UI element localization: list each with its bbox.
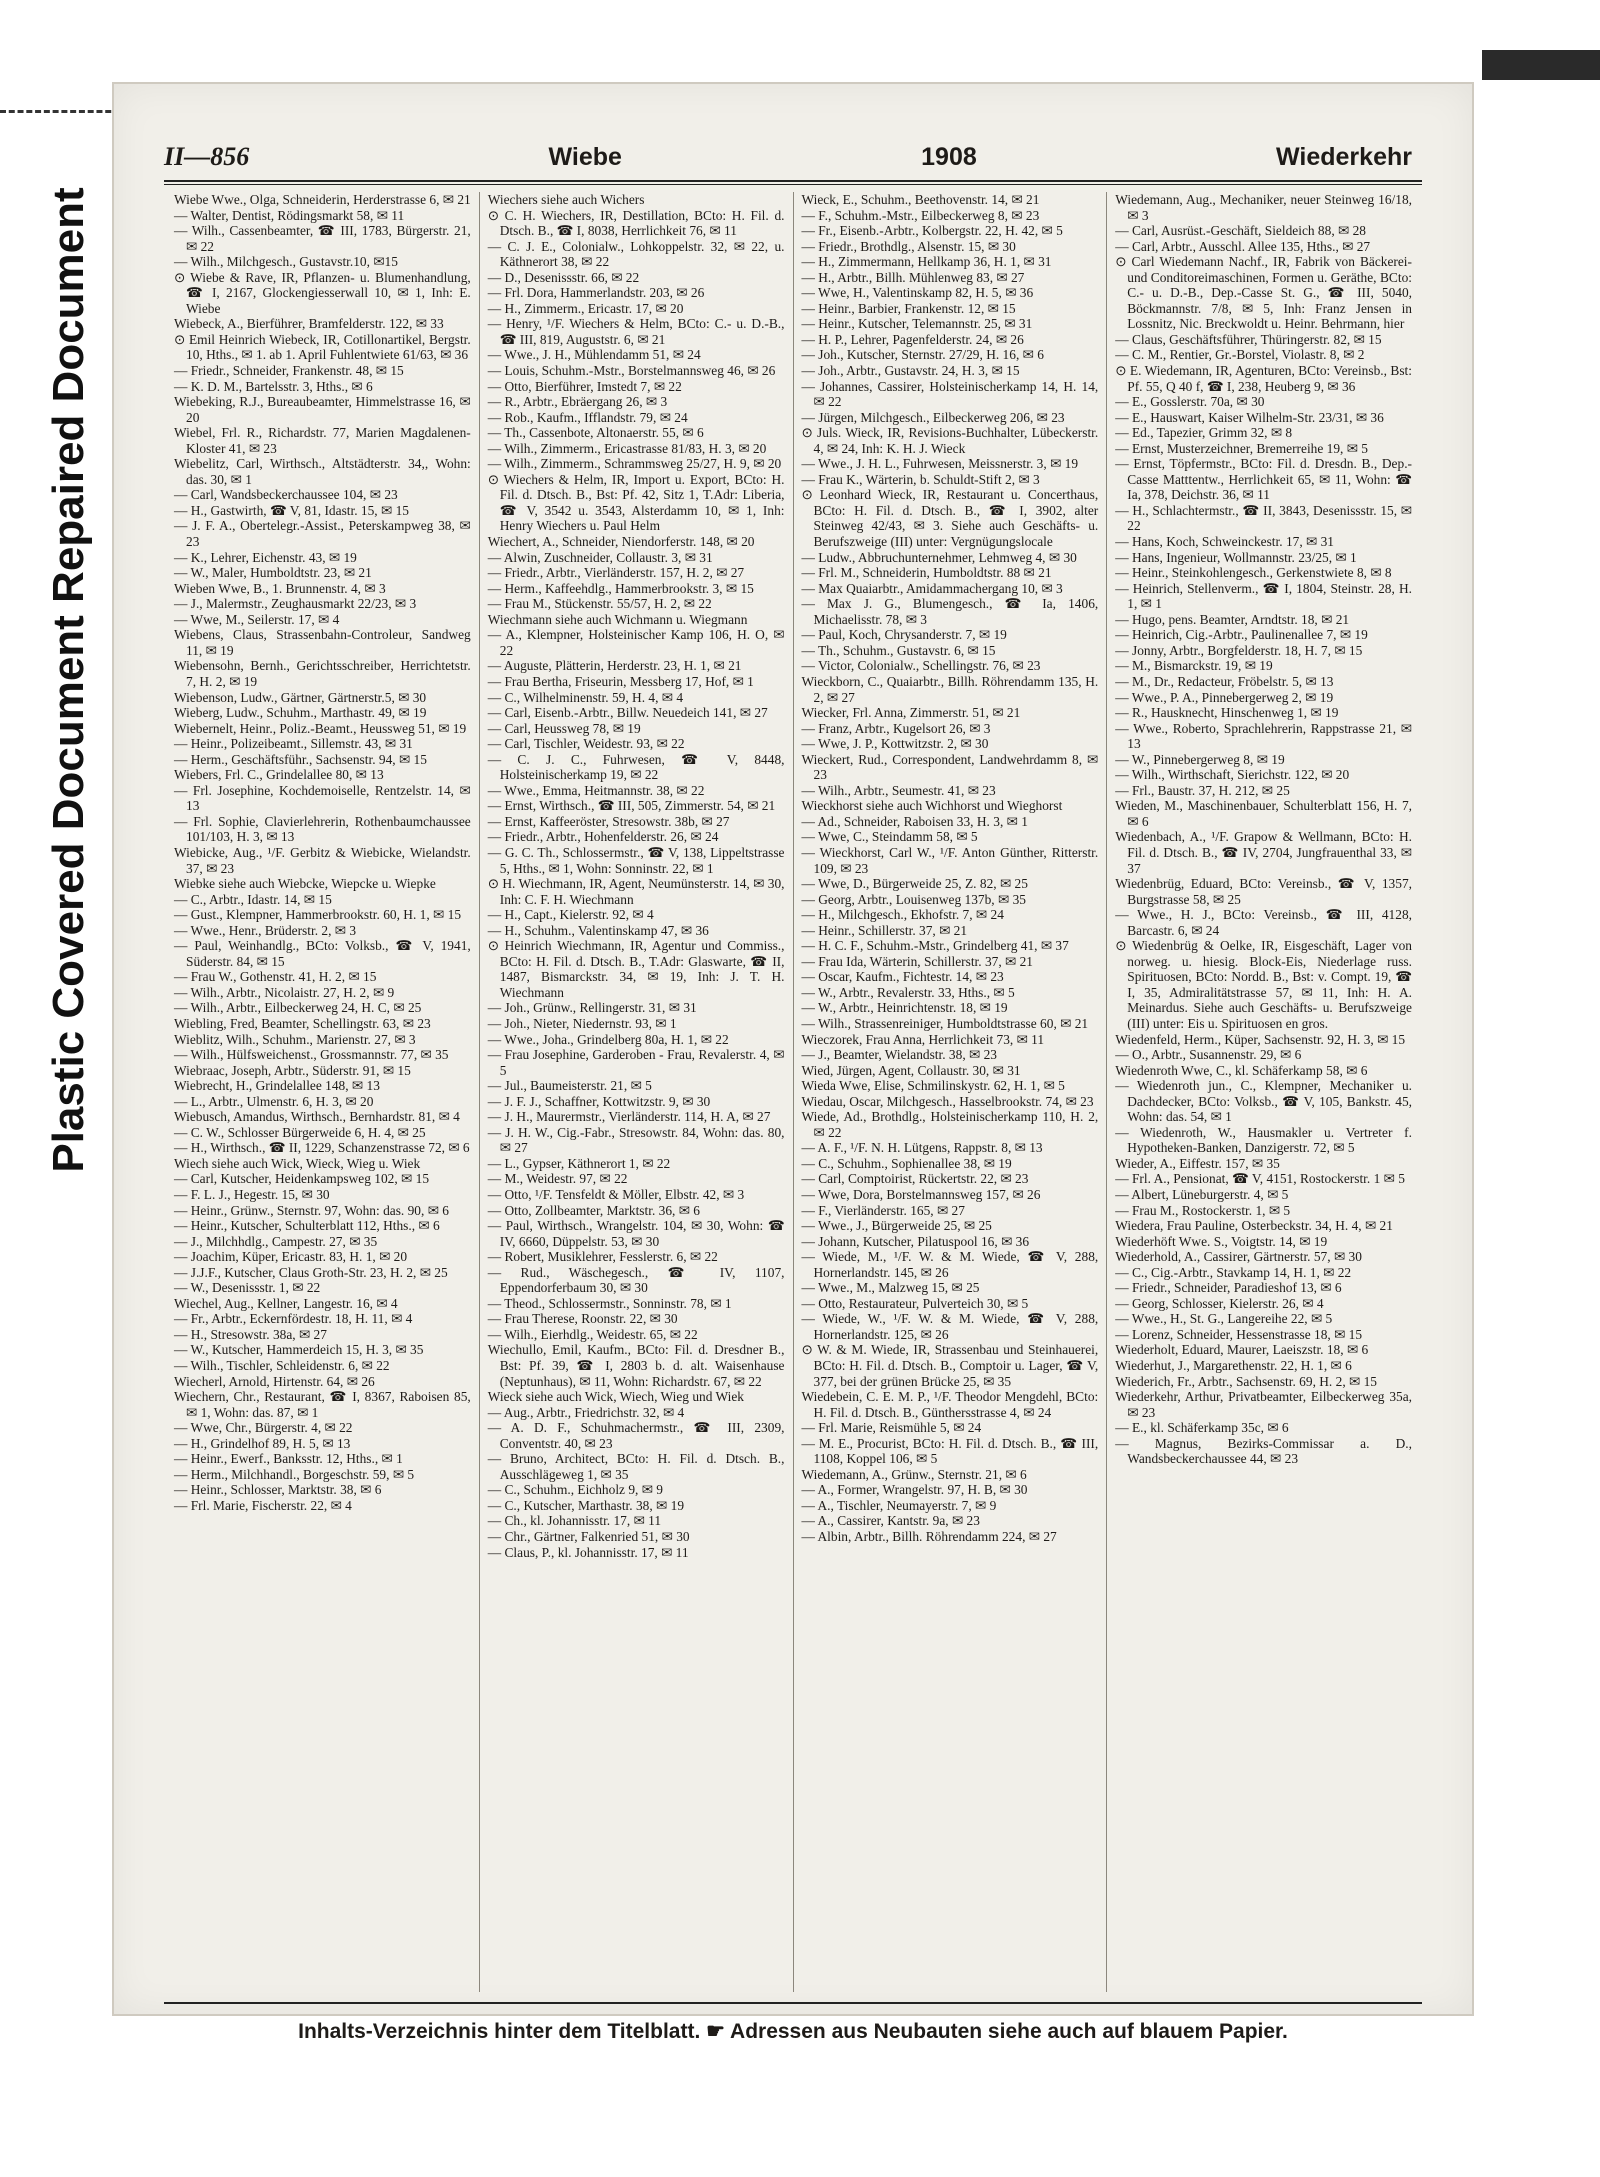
directory-entry: — Wwe, J. P., Kottwitzstr. 2, ✉ 30 [801,736,989,752]
directory-entry: — Jonny, Arbtr., Borgfelderstr. 18, H. 7, ✉ 15 [1115,642,1363,658]
directory-entry: — M., Weidestr. 97, ✉ 22 [487,1171,628,1187]
directory-entry: — Otto, ¹/F. Tensfeldt & Möller, Elbstr. 42, ✉ 3 [487,1187,745,1202]
directory-entry: — Rud., Wäschegesch., ☎ IV, 1107, Eppendorferbaum 30, ✉ 30 [487,1264,785,1296]
directory-entry: Wiederich, Fr., Arbtr., Sachsenstr. 69, H. 2, ✉ 15 [1115,1373,1377,1389]
directory-entry: — W., Desenissstr. 1, ✉ 22 [174,1280,321,1296]
directory-entry: — Aug., Arbtr., Friedrichstr. 32, ✉ 4 [487,1404,685,1420]
directory-entry: — Herm., Milchhandl., Borgeschstr. 59, ✉ 5 [174,1466,415,1482]
directory-entry: — Heinr., Polizeibeamt., Sillemstr. 43, ✉ 31 [174,736,413,752]
directory-entry: — Wwe., H. J., BCto: Vereinsb., ☎ III, 4128, Barcastr. 6, ✉ 24 [1115,907,1412,938]
directory-entry: — Wilh., Cassenbeamter, ☎ III, 1783, Bürgerstr. 21, ✉ 22 [174,223,471,254]
directory-entry: — Wwe, C., Steindamm 58, ✉ 5 [801,829,978,845]
directory-entry: — Heinr., Grünw., Sternstr. 97, Wohn: das. 90, ✉ 6 [174,1202,449,1218]
directory-entry: — Georg, Schlosser, Kielerstr. 26, ✉ 4 [1115,1295,1324,1311]
directory-entry: — Frl. Marie, Fischerstr. 22, ✉ 4 [174,1497,352,1513]
directory-entry: — J. F. J., Schaffner, Kottwitzstr. 9, ✉ 30 [487,1093,711,1109]
directory-entry: — Wilh., Zimmerm., Ericastrasse 81/83, H. 3, ✉ 20 [487,440,767,456]
directory-entry: — Walter, Dentist, Rödingsmarkt 58, ✉ 11 [174,207,405,223]
directory-entry: — Carl, Wandsbeckerchaussee 104, ✉ 23 [174,487,398,503]
directory-entry: — Wilh., Zimmerm., Schrammsweg 25/27, H. 9, ✉ 20 [487,456,782,472]
directory-entry: — Wwe., Emma, Heitmannstr. 38, ✉ 22 [487,782,705,798]
directory-entry: Wiebrecht, H., Grindelallee 148, ✉ 13 [174,1078,380,1094]
directory-entry: — H., Capt., Kielerstr. 92, ✉ 4 [487,907,654,923]
directory-entry: — C., Arbtr., Idastr. 14, ✉ 15 [174,891,332,907]
directory-entry: — Wwe, D., Bürgerweide 25, Z. 82, ✉ 25 [801,876,1028,892]
directory-entry: — Wilh., Hülfsweichenst., Grossmannstr. 77, ✉ 35 [174,1047,449,1063]
directory-entry: Wiechel, Aug., Kellner, Langestr. 16, ✉ 4 [174,1295,398,1311]
directory-entry: — Wwe, Chr., Bürgerstr. 4, ✉ 22 [174,1420,353,1436]
directory-entry: Wiebers, Frl. C., Grindelallee 80, ✉ 13 [174,767,384,783]
directory-entry: — C., Wilhelminenstr. 59, H. 4, ✉ 4 [487,689,684,705]
directory-entry: Wieck, E., Schuhm., Beethovenstr. 14, ✉ 21 [801,192,1040,207]
directory-entry: — J. F. A., Obertelegr.-Assist., Peterskampweg 38, ✉ 23 [174,518,471,550]
directory-entry: — Wwe., J., Bürgerweide 25, ✉ 25 [801,1218,992,1234]
directory-entry: — Herm., Geschäftsführ., Sachsenstr. 94, ✉ 15 [174,751,427,767]
directory-entry: — H. C. F., Schuhm.-Mstr., Grindelberg 41, ✉ 37 [801,938,1069,954]
directory-entry: — Ludw., Abbruchunternehmer, Lehmweg 4, ✉ 30 [801,549,1077,565]
directory-entry: — Wilh., Strassenreiniger, Humboldtstrasse 60, ✉ 21 [801,1015,1089,1031]
directory-entry: — Carl, Heussweg 78, ✉ 19 [487,720,641,736]
directory-entry: — Heinr., Ewerf., Banksstr. 12, Hths., ✉ 1 [174,1451,403,1467]
directory-entry: — A., Klempner, Holsteinischer Kamp 106, H. O, ✉ 22 [487,627,785,658]
directory-entry: — F., Vierländerstr. 165, ✉ 27 [801,1202,965,1218]
directory-entry: — Heinr., Barbier, Frankenstr. 12, ✉ 15 [801,300,1016,316]
directory-columns [166,192,1420,1992]
header-left: Wiebe [548,143,622,171]
directory-entry: — Carl, Kutscher, Heidenkampsweg 102, ✉ 15 [174,1171,430,1187]
directory-entry: Wiedenroth Wwe, C., kl. Schäferkamp 58, ✉ 6 [1115,1062,1368,1078]
directory-entry: — J. H. W., Cig.-Fabr., Stresowstr. 84, Wohn: das. 80, ✉ 27 [487,1124,785,1156]
directory-entry: — Wwe, M., Seilerstr. 17, ✉ 4 [174,611,340,627]
directory-entry: — E., Hauswart, Kaiser Wilhelm-Str. 23/31, ✉ 36 [1115,409,1384,425]
directory-entry: — Jul., Baumeisterstr. 21, ✉ 5 [487,1078,652,1094]
directory-entry: — H. P., Lehrer, Pagenfelderstr. 24, ✉ 26 [801,331,1024,347]
directory-entry: — Frl. M., Schneiderin, Humboldtstr. 88 ✉ 21 [801,565,1052,581]
directory-entry: Wiebenson, Ludw., Gärtner, Gärtnerstr.5, ✉ 30 [174,689,427,705]
directory-entry: — Wwe., M., Malzweg 15, ✉ 25 [801,1280,980,1296]
directory-entry: Wieberg, Ludw., Schuhm., Marthastr. 49, ✉ 19 [174,705,427,721]
directory-entry: — D., Desenissstr. 66, ✉ 22 [487,269,640,285]
directory-entry: Wiedenfeld, Herm., Küper, Sachsenstr. 92, H. 3, ✉ 15 [1115,1031,1406,1047]
column-2 [480,192,794,1992]
directory-entry: — J.J.F., Kutscher, Claus Groth-Str. 23, H. 2, ✉ 25 [174,1264,448,1280]
directory-entry: — Wilh., Wirthschaft, Sierichstr. 122, ✉ 20 [1115,767,1350,783]
directory-entry: Wieczorek, Frau Anna, Herrlichkeit 73, ✉ 11 [801,1031,1045,1047]
directory-entry: — H., Schuhm., Valentinskamp 47, ✉ 36 [487,922,709,938]
directory-entry: — Friedr., Arbtr., Vierländerstr. 157, H. 2, ✉ 27 [487,565,745,581]
directory-entry: — C. J. E., Colonialw., Lohkoppelstr. 32, ✉ 22, u. Käthnerort 38, ✉ 22 [487,238,785,270]
directory-entry: — Friedr., Brothdlg., Alsenstr. 15, ✉ 30 [801,238,1016,254]
directory-entry: — Ernst, Musterzeichner, Bremerreihe 19, ✉ 5 [1115,440,1368,456]
directory-entry: — Wwe., P. A., Pinnebergerweg 2, ✉ 19 [1115,689,1334,705]
directory-entry: — J., Beamter, Wielandstr. 38, ✉ 23 [801,1047,997,1063]
directory-entry: — W., Kutscher, Hammerdeich 15, H. 3, ✉ 35 [174,1342,424,1358]
directory-entry: — Ernst, Kaffeeröster, Stresowstr. 38b, ✉ 27 [487,813,730,829]
corner-block [1482,50,1600,80]
directory-entry: — Joh., Grünw., Rellingerstr. 31, ✉ 31 [487,1000,697,1016]
directory-entry: — W., Pinnebergerweg 8, ✉ 19 [1115,751,1285,767]
directory-entry: — Wilh., Eierhdlg., Weidestr. 65, ✉ 22 [487,1326,698,1342]
directory-entry: Wiedemann, Aug., Mechaniker, neuer Steinweg 16/18, ✉ 3 [1115,192,1412,223]
directory-entry: — H., Zimmerm., Ericastr. 17, ✉ 20 [487,300,684,316]
directory-entry: — Frl. A., Pensionat, ☎ V, 4151, Rostockerstr. 1 ✉ 5 [1115,1171,1405,1187]
directory-entry: — H., Milchgesch., Ekhofstr. 7, ✉ 24 [801,907,1004,923]
directory-entry: — F., Schuhm.-Mstr., Eilbeckerweg 8, ✉ 23 [801,207,1040,223]
directory-entry: — Ernst, Töpfermstr., BCto: Fil. d. Dresdn. B., Dep.-Casse Matttentw., Herrlichkeit 65, ✉ 11, Wohn: ☎ Ia, 378, Deichstr. 36, ✉ 11 [1115,456,1412,503]
directory-entry: — Wwe., Joha., Grindelberg 80a, H. 1, ✉ 22 [487,1031,729,1047]
directory-entry: — Johann, Kutscher, Pilatuspool 16, ✉ 36 [801,1233,1030,1249]
directory-entry: — C., Kutscher, Marthastr. 38, ✉ 19 [487,1497,685,1513]
directory-entry: Wieckborn, C., Quaiarbtr., Billh. Röhrendamm 135, H. 2, ✉ 27 [801,673,1099,705]
directory-entry: — Frau Ida, Wärterin, Schillerstr. 37, ✉ 21 [801,953,1033,969]
directory-entry: — W., Arbtr., Revalerstr. 33, Hths., ✉ 5 [801,984,1015,1000]
directory-entry: Wiederhold, A., Cassirer, Gärtnerstr. 57, ✉ 30 [1115,1249,1362,1265]
directory-entry: Wiebeking, R.J., Bureaubeamter, Himmelstrasse 16, ✉ 20 [174,394,471,425]
column-1 [166,192,480,1992]
directory-entry: — Wilh., Tischler, Schleidenstr. 6, ✉ 22 [174,1358,390,1374]
directory-entry: — Carl, Eisenb.-Arbtr., Billw. Neuedeich 141, ✉ 27 [487,705,768,721]
directory-entry: — Hugo, pens. Beamter, Arndtstr. 18, ✉ 21 [1115,611,1350,627]
directory-entry: — Alwin, Zuschneider, Collaustr. 3, ✉ 31 [487,549,713,565]
directory-entry: — K., Lehrer, Eichenstr. 43, ✉ 19 [174,549,357,565]
directory-entry: — Wiedenroth jun., C., Klempner, Mechaniker u. Dachdecker, BCto: Volksb., ☎ V, 105, Bankstr. 45, Wohn: das. 54, ✉ 1 [1115,1078,1412,1125]
directory-entry: Wiebe Wwe., Olga, Schneiderin, Herderstrasse 6, ✉ 21 [174,192,471,207]
directory-entry: — E., kl. Schäferkamp 35c, ✉ 6 [1115,1420,1289,1436]
directory-entry: Wiechmann siehe auch Wichmann u. Wiegmann [487,611,748,627]
directory-entry: Wiedebein, C. E. M. P., ¹/F. Theodor Mengdehl, BCto: H. Fil. d. Dtsch. B., Günthersstrasse 4, ✉ 24 [801,1389,1099,1420]
directory-entry: — Franz, Arbtr., Kugelsort 26, ✉ 3 [801,720,991,736]
directory-entry: Wiebusch, Amandus, Wirthsch., Bernhardstr. 81, ✉ 4 [174,1109,460,1125]
directory-entry: — C. M., Rentier, Gr.-Borstel, Violastr. 8, ✉ 2 [1115,347,1365,363]
directory-entry: — Joh., Arbtr., Gustavstr. 24, H. 3, ✉ 15 [801,363,1020,379]
directory-entry: — Wiedenroth, W., Hausmakler u. Vertreter f. Hypotheken-Banken, Danzigerstr. 72, ✉ 5 [1115,1124,1412,1156]
directory-entry: — C. J. C., Fuhrwesen, ☎ V, 8448, Holsteinischerkamp 19, ✉ 22 [487,751,785,783]
directory-entry: Wiebel, Frl. R., Richardstr. 77, Marien Magdalenen-Kloster 41, ✉ 23 [174,425,471,456]
directory-entry: — Wiede, W., ¹/F. W. & M. Wiede, ☎ V, 288, Hornerlandstr. 125, ✉ 26 [801,1311,1099,1342]
directory-entry: Wiederhut, J., Margarethenstr. 22, H. 1, ✉ 6 [1115,1358,1352,1374]
directory-entry: — Paul, Koch, Chrysanderstr. 7, ✉ 19 [801,627,1007,643]
header-year: 1908 [921,143,977,171]
directory-entry: — H., Arbtr., Billh. Mühlenweg 83, ✉ 27 [801,269,1025,285]
directory-entry: — Chr., Gärtner, Falkenried 51, ✉ 30 [487,1529,690,1545]
directory-entry: Wiebens, Claus, Strassenbahn-Controleur, Sandweg 11, ✉ 19 [174,627,471,658]
directory-entry: — Frl., Baustr. 37, H. 212, ✉ 25 [1115,782,1290,798]
directory-entry: — Wwe., J. H., Mühlendamm 51, ✉ 24 [487,347,701,363]
directory-entry: Wiedera, Frau Pauline, Osterbeckstr. 34, H. 4, ✉ 21 [1115,1218,1393,1234]
directory-entry: — Wilh., Arbtr., Seumestr. 41, ✉ 23 [801,782,996,798]
directory-entry: — Max J. G., Blumengesch., ☎ Ia, 1406, Michaelisstr. 78, ✉ 3 [801,596,1099,627]
directory-entry: — Hans, Koch, Schweinckestr. 17, ✉ 31 [1115,534,1334,550]
directory-entry: — L., Arbtr., Ulmenstr. 6, H. 3, ✉ 20 [174,1093,374,1109]
directory-entry: — Carl, Comptoirist, Rückertstr. 22, ✉ 23 [801,1171,1029,1187]
directory-entry: — Heinrich, Cig.-Arbtr., Paulinenallee 7, ✉ 19 [1115,627,1368,643]
directory-entry: ⊙ Wiechers & Helm, IR, Import u. Export, BCto: H. Fil. d. Dtsch. B., Bst: Pf. 42, Sitz 1, T.Adr: Liberia, ☎ V, 3542 u. 3543, Alsterdamm 10, ✉ 1, Inh: Henry Wiechers u. Paul Helm [487,471,785,534]
footer-rule [164,2002,1422,2004]
directory-entry: — O., Arbtr., Susannenstr. 29, ✉ 6 [1115,1047,1302,1063]
directory-entry: Wieben Wwe, B., 1. Brunnenstr. 4, ✉ 3 [174,580,386,596]
directory-entry: — Joachim, Küper, Ericastr. 83, H. 1, ✉ 20 [174,1249,408,1265]
directory-entry: — Carl, Tischler, Weidestr. 93, ✉ 22 [487,736,685,752]
directory-entry: — C., Cig.-Arbtr., Stavkamp 14, H. 1, ✉ 22 [1115,1264,1352,1280]
directory-entry: Wiebraac, Joseph, Arbtr., Süderstr. 91, ✉ 15 [174,1062,411,1078]
directory-entry: — C. W., Schlosser Bürgerweide 6, H. 4, ✉ 25 [174,1124,426,1140]
directory-entry: — Otto, Restaurateur, Pulverteich 30, ✉ 5 [801,1295,1029,1311]
directory-entry: — Frl. Dora, Hammerlandstr. 203, ✉ 26 [487,285,705,301]
directory-entry: — Paul, Weinhandlg., BCto: Volksb., ☎ V, 1941, Süderstr. 84, ✉ 15 [174,938,471,969]
directory-entry: — Victor, Colonialw., Schellingstr. 76, ✉ 23 [801,658,1041,674]
directory-entry: — Frau W., Gothenstr. 41, H. 2, ✉ 15 [174,969,377,985]
directory-entry: Wieck siehe auch Wick, Wiech, Wieg und Wiek [487,1389,744,1405]
directory-entry: ⊙ W. & M. Wiede, IR, Strassenbau und Steinhauerei, BCto: H. Fil. d. Dtsch. B., Comptoir u. Lager, ☎ V, 377, bei der grünen Brücke 25, ✉ 35 [801,1342,1099,1389]
scanned-page [112,82,1474,2043]
directory-entry: Wiebernelt, Heinr., Poliz.-Beamt., Heussweg 51, ✉ 19 [174,720,467,736]
directory-entry: — Albin, Arbtr., Billh. Röhrendamm 224, ✉ 27 [801,1529,1057,1545]
directory-entry: Wiebicke, Aug., ¹/F. Gerbitz & Wiebicke, Wielandstr. 37, ✉ 23 [174,844,471,876]
directory-entry: — Wilh., Milchgesch., Gustavstr.10, ✉15 [174,254,398,270]
directory-entry: — Wieckhorst, Carl W., ¹/F. Anton Günther, Ritterstr. 109, ✉ 23 [801,844,1099,876]
directory-entry: ⊙ Wiedenbrüg & Oelke, IR, Eisgeschäft, Lager von norweg. u. hiesig. Block-Eis, Niederlage russ. Spirituosen, BCto: Nordd. B., Bst: v. Compt. 19, ☎ I, 35, Admiralitätstrasse 57, ✉ 11, Inh: H. A. Meinardus. Siehe auch Geschäfts- u. Berufszweige (III) unter: Eis u. Spirituosen en gros. [1115,938,1412,1031]
directory-entry: Wiechers siehe auch Wichers [487,192,645,207]
directory-entry: — Heinr., Steinkohlengesch., Gerkenstwiete 8, ✉ 8 [1115,565,1392,581]
directory-entry: — H., Stresowstr. 38a, ✉ 27 [174,1326,327,1342]
directory-entry: — Wiede, M., ¹/F. W. & M. Wiede, ☎ V, 288, Hornerlandstr. 145, ✉ 26 [801,1249,1099,1280]
directory-entry: — H., Gastwirth, ☎ V, 81, Idastr. 15, ✉ 15 [174,502,409,518]
directory-entry: — Wwe, H., Valentinskamp 82, H. 5, ✉ 36 [801,285,1034,301]
directory-entry: Wiebling, Fred, Beamter, Schellingstr. 63, ✉ 23 [174,1015,431,1031]
directory-entry: — Carl, Arbtr., Ausschl. Allee 135, Hths., ✉ 27 [1115,238,1371,254]
directory-entry: — Heinr., Kutscher, Schulterblatt 112, Hths., ✉ 6 [174,1218,440,1234]
directory-entry: Wieder, A., Eiffestr. 157, ✉ 35 [1115,1155,1280,1171]
directory-entry: — Heinr., Schlosser, Marktstr. 38, ✉ 6 [174,1482,382,1498]
directory-entry: — Oscar, Kaufm., Fichtestr. 14, ✉ 23 [801,969,1004,985]
directory-entry: — Th., Cassenbote, Altonaerstr. 55, ✉ 6 [487,425,704,441]
directory-entry: — Frau Bertha, Friseurin, Messberg 17, Hof, ✉ 1 [487,673,754,689]
directory-entry: — Wilh., Arbtr., Eilbeckerweg 24, H. C, ✉ 25 [174,1000,422,1016]
directory-entry: Wiedenbach, A., ¹/F. Grapow & Wellmann, BCto: H. Fil. d. Dtsch. B., ☎ IV, 2704, Jungfrauenthal 33, ✉ 37 [1115,829,1412,876]
directory-entry: — Wwe, Dora, Borstelmannsweg 157, ✉ 26 [801,1187,1041,1202]
directory-entry: — H., Grindelhof 89, H. 5, ✉ 13 [174,1435,351,1451]
directory-entry: — G. C. Th., Schlossermstr., ☎ V, 138, Lippeltstrasse 5, Hths., ✉ 1, Wohn: Sonninstr. 22, ✉ 1 [487,844,785,876]
directory-entry: — Ernst, Wirthsch., ☎ III, 505, Zimmerstr. 54, ✉ 21 [487,798,776,814]
directory-entry: — L., Gypser, Käthnerort 1, ✉ 22 [487,1155,671,1171]
directory-entry: — Magnus, Bezirks-Commissar a. D., Wandsbeckerchaussee 44, ✉ 23 [1115,1435,1412,1467]
page-header [164,140,1412,172]
directory-entry: — Louis, Schuhm.-Mstr., Borstelmannsweg 46, ✉ 26 [487,363,776,379]
directory-entry: Wieckert, Rud., Correspondent, Landwehrdamm 8, ✉ 23 [801,751,1099,783]
page-footer: Inhalts-Verzeichnis hinter dem Titelblatt. ☛ Adressen aus Neubauten siehe auch auf blauem Papier. [298,2020,1288,2043]
directory-entry: — R., Hausknecht, Hinschenweg 1, ✉ 19 [1115,705,1339,721]
directory-entry: — Otto, Zollbeamter, Marktstr. 36, ✉ 6 [487,1202,701,1218]
side-label-text: Plastic Covered Document Repaired Document [44,187,93,1173]
directory-entry: Wiebeck, A., Bierführer, Bramfelderstr. 122, ✉ 33 [174,316,444,332]
header-rule [164,180,1422,182]
directory-entry: Wiederhöft Wwe. S., Voigtstr. 14, ✉ 19 [1115,1233,1328,1249]
directory-entry: ⊙ Emil Heinrich Wiebeck, IR, Cotillonartikel, Bergstr. 10, Hths., ✉ 1. ab 1. April Fuhlentwiete 61/63, ✉ 36 [174,331,471,363]
directory-entry: — Otto, Bierführer, Imstedt 7, ✉ 22 [487,378,682,394]
directory-entry: — Henry, ¹/F. Wiechers & Helm, BCto: C.- u. D.-B., ☎ III, 819, Auguststr. 6, ✉ 21 [487,316,785,347]
directory-entry: — H., Zimmermann, Hellkamp 36, H. 1, ✉ 31 [801,254,1052,270]
directory-entry: — Robert, Musiklehrer, Fesslerstr. 6, ✉ 22 [487,1249,718,1265]
directory-entry: Wiechert, A., Schneider, Niendorferstr. 148, ✉ 20 [487,534,755,550]
directory-entry: ⊙ Leonhard Wieck, IR, Restaurant u. Concerthaus, BCto: H. Fil. d. Dtsch. B., ☎ I, 3902, alter Steinweg 42/43, ✉ 3. Siehe auch Geschäfts- u. Berufszweige (III) unter: Vergnügungslocale [801,487,1099,550]
header-rule-thin [164,184,1422,185]
directory-entry: — Fr., Eisenb.-Arbtr., Kolbergstr. 22, H. 42, ✉ 5 [801,223,1063,239]
directory-entry: Wiedemann, A., Grünw., Sternstr. 21, ✉ 6 [801,1466,1027,1482]
directory-entry: Wiecker, Frl. Anna, Zimmerstr. 51, ✉ 21 [801,705,1021,721]
directory-entry: Wiecherl, Arnold, Hirtenstr. 64, ✉ 26 [174,1373,375,1389]
directory-entry: — C., Schuhm., Sophienallee 38, ✉ 19 [801,1155,1012,1171]
column-4 [1107,192,1420,1992]
directory-entry: — R., Arbtr., Ebräergang 26, ✉ 3 [487,394,668,410]
directory-entry: — F. L. J., Hegestr. 15, ✉ 30 [174,1187,330,1202]
directory-entry: — Claus, Geschäftsführer, Thüringerstr. 82, ✉ 15 [1115,331,1382,347]
directory-entry: Wiedau, Oscar, Milchgesch., Hasselbrookstr. 74, ✉ 23 [801,1093,1094,1109]
directory-entry: — Joh., Kutscher, Sternstr. 27/29, H. 16, ✉ 6 [801,347,1044,363]
directory-entry: Wieckhorst siehe auch Wichhorst und Wieghorst [801,798,1063,814]
directory-entry: — Claus, P., kl. Johannisstr. 17, ✉ 11 [487,1544,689,1560]
directory-entry: — Heinrich, Stellenverm., ☎ I, 1804, Steinstr. 28, H. 1, ✉ 1 [1115,580,1412,612]
directory-entry: Wied, Jürgen, Agent, Collaustr. 30, ✉ 31 [801,1062,1021,1078]
directory-entry: ⊙ C. H. Wiechers, IR, Destillation, BCto: H. Fil. d. Dtsch. B., ☎ I, 8038, Herrlichkeit 76, ✉ 11 [487,207,785,239]
directory-entry: — Frl. Sophie, Clavierlehrerin, Rothenbaumchaussee 101/103, H. 3, ✉ 13 [174,813,471,845]
directory-entry: — A., Cassirer, Kantstr. 9a, ✉ 23 [801,1513,980,1529]
directory-entry: — Georg, Arbtr., Louisenweg 137b, ✉ 35 [801,891,1026,907]
directory-entry: — Friedr., Schneider, Paradieshof 13, ✉ 6 [1115,1280,1342,1296]
directory-entry: — Frau M., Rostockerstr. 1, ✉ 5 [1115,1202,1291,1218]
directory-entry: Wiede, Ad., Brothdlg., Holsteinischerkamp 110, H. 2, ✉ 22 [801,1109,1099,1140]
directory-entry: — Frl. Josephine, Kochdemoiselle, Rentzelstr. 14, ✉ 13 [174,782,471,814]
directory-entry: — Johannes, Cassirer, Holsteinischerkamp 14, H. 14, ✉ 22 [801,378,1099,410]
directory-entry: Wiebensohn, Bernh., Gerichtsschreiber, Herrichtetstr. 7, H. 2, ✉ 19 [174,658,471,689]
directory-entry: — Max Quaiarbtr., Amidammachergang 10, ✉ 3 [801,580,1063,596]
directory-entry: Wiebelitz, Carl, Wirthsch., Altstädterstr. 34,, Wohn: das. 30, ✉ 1 [174,456,471,487]
directory-entry: Wieblitz, Wilh., Schuhm., Marienstr. 27, ✉ 3 [174,1031,416,1047]
directory-entry: — J., Milchhdlg., Campestr. 27, ✉ 35 [174,1233,378,1249]
directory-entry: ⊙ Heinrich Wiechmann, IR, Agentur und Commiss., BCto: H. Fil. d. Dtsch. B., T.Adr: Glaswarte, ☎ II, 1487, Bismarckstr. 34, ✉ 19, Inh: J. T. H. Wiechmann [487,938,785,1000]
directory-entry: Wiechullo, Emil, Kaufm., BCto: Fil. d. Dresdner B., Bst: Pf. 39, ☎ I, 2803 b. d. alt. Waisenhause (Neptunhaus), ✉ 11, Wohn: Richardstr. 67, ✉ 22 [487,1342,785,1389]
directory-entry: Wiedenbrüg, Eduard, BCto: Vereinsb., ☎ V, 1357, Burgstrasse 58, ✉ 25 [1115,876,1412,907]
directory-entry: — A., Former, Wrangelstr. 97, H. B, ✉ 30 [801,1482,1028,1498]
directory-entry: ⊙ Carl Wiedemann Nachf., IR, Fabrik von Bäckerei- und Conditoreimaschinen, Formen u. Geräthe, BCto: C.- u. D.-B., Dep.-Casse St. G., ☎ III, 5040, Böckmannstr. 7/8, ✉ 5, Inh: Franz Jensen in Lossnitz, Nic. Breckwoldt u. Heinr. Behrmann, hier [1115,254,1412,332]
directory-entry: — Jürgen, Milchgesch., Eilbeckerweg 206, ✉ 23 [801,409,1065,425]
directory-entry: — Carl, Ausrüst.-Geschäft, Sieldeich 88, ✉ 28 [1115,223,1366,239]
directory-entry: — Heinr., Schillerstr. 37, ✉ 21 [801,922,968,938]
directory-entry: — Paul, Wirthsch., Wrangelstr. 104, ✉ 30, Wohn: ☎ IV, 6660, Düppelstr. 53, ✉ 30 [487,1218,785,1249]
directory-entry: — Frau M., Stückenstr. 55/57, H. 2, ✉ 22 [487,596,712,612]
directory-entry: — Frau K., Wärterin, b. Schuldt-Stift 2, ✉ 3 [801,471,1040,487]
directory-entry: Wiederkehr, Arthur, Privatbeamter, Eilbeckerweg 35a, ✉ 23 [1115,1389,1412,1420]
directory-entry: — Wilh., Arbtr., Nicolaistr. 27, H. 2, ✉ 9 [174,984,395,1000]
directory-entry: — M., Bismarckstr. 19, ✉ 19 [1115,658,1273,674]
directory-entry: — M. E., Procurist, BCto: H. Fil. d. Dtsch. B., ☎ III, 1108, Koppel 106, ✉ 5 [801,1435,1099,1467]
directory-entry: — W., Arbtr., Heinrichtenstr. 18, ✉ 19 [801,1000,1008,1016]
directory-entry: — Th., Schuhm., Gustavstr. 6, ✉ 15 [801,642,996,658]
directory-entry: — Heinr., Kutscher, Telemannstr. 25, ✉ 31 [801,316,1033,332]
directory-entry: — Frau Josephine, Garderoben - Frau, Revalerstr. 4, ✉ 5 [487,1047,785,1078]
directory-entry: — Fr., Arbtr., Eckernfördestr. 18, H. 11, ✉ 4 [174,1311,413,1327]
page-number: II—856 [164,142,250,171]
directory-entry: — J., Malermstr., Zeughausmarkt 22/23, ✉ 3 [174,596,417,612]
directory-entry: — Ed., Tapezier, Grimm 32, ✉ 8 [1115,425,1293,441]
directory-entry: — Joh., Nieter, Niedernstr. 93, ✉ 1 [487,1015,677,1031]
directory-entry: — A. D. F., Schuhmachermstr., ☎ III, 2309, Conventstr. 40, ✉ 23 [487,1420,785,1451]
directory-entry: — Auguste, Plätterin, Herderstr. 23, H. 1, ✉ 21 [487,658,742,674]
directory-entry: — K. D. M., Bartelsstr. 3, Hths., ✉ 6 [174,378,373,394]
directory-entry: ⊙ E. Wiedemann, IR, Agenturen, BCto: Vereinsb., Bst: Pf. 55, Q 40 f, ☎ I, 238, Heuberg 9, ✉ 36 [1115,363,1412,394]
directory-entry: — Hans, Ingenieur, Wollmannstr. 23/25, ✉ 1 [1115,549,1357,565]
directory-entry: — Herm., Kaffeehdlg., Hammerbrookstr. 3, ✉ 15 [487,580,754,596]
directory-entry: — Ch., kl. Johannisstr. 17, ✉ 11 [487,1513,662,1529]
directory-entry: Wiederholt, Eduard, Maurer, Laeiszstr. 18, ✉ 6 [1115,1342,1369,1358]
directory-entry: — Wwe., J. H. L., Fuhrwesen, Meissnerstr. 3, ✉ 19 [801,456,1079,472]
directory-entry: Wiech siehe auch Wick, Wieck, Wieg u. Wiek [174,1155,421,1171]
directory-entry: — Albert, Lüneburgerstr. 4, ✉ 5 [1115,1187,1289,1202]
directory-entry: ⊙ Wiebe & Rave, IR, Pflanzen- u. Blumenhandlung, ☎ I, 2167, Glockengiesserwall 10, ✉ 1, Inh: E. Wiebe [174,269,471,316]
directory-entry: ⊙ H. Wiechmann, IR, Agent, Neumünsterstr. 14, ✉ 30, Inh: C. F. H. Wiechmann [487,876,785,907]
directory-entry: Wieden, M., Maschinenbauer, Schulterblatt 156, H. 7, ✉ 6 [1115,798,1412,829]
directory-entry: — Friedr., Arbtr., Hohenfelderstr. 26, ✉ 24 [487,829,719,845]
directory-entry: — A. F., ¹/F. N. H. Lütgens, Rappstr. 8, ✉ 13 [801,1140,1043,1156]
directory-entry: — M., Dr., Redacteur, Fröbelstr. 5, ✉ 13 [1115,673,1334,689]
directory-entry: — Wwe., Roberto, Sprachlehrerin, Rappstrasse 21, ✉ 13 [1115,720,1412,752]
directory-entry: — Wwe., H., St. G., Langereihe 22, ✉ 5 [1115,1311,1333,1327]
directory-entry: — Frl. Marie, Reismühle 5, ✉ 24 [801,1420,982,1436]
directory-entry: — Bruno, Architect, BCto: H. Fil. d. Dtsch. B., Ausschlägeweg 1, ✉ 35 [487,1451,785,1482]
directory-entry: — Rob., Kaufm., Ifflandstr. 79, ✉ 24 [487,409,688,425]
directory-entry: — E., Gosslerstr. 70a, ✉ 30 [1115,394,1265,410]
directory-entry: — A., Tischler, Neumayerstr. 7, ✉ 9 [801,1497,997,1513]
directory-entry: — Ad., Schneider, Raboisen 33, H. 3, ✉ 1 [801,813,1028,829]
directory-entry: Wiechern, Chr., Restaurant, ☎ I, 8367, Raboisen 85, ✉ 1, Wohn: das. 87, ✉ 1 [174,1389,471,1420]
directory-entry: — J. H., Maurermstr., Vierländerstr. 114, H. A, ✉ 27 [487,1109,771,1125]
directory-entry: Wieda Wwe, Elise, Schmilinskystr. 62, H. 1, ✉ 5 [801,1078,1065,1094]
directory-entry: — C., Schuhm., Eichholz 9, ✉ 9 [487,1482,663,1498]
directory-entry: — H., Wirthsch., ☎ II, 1229, Schanzenstrasse 72, ✉ 6 [174,1140,470,1156]
directory-entry: — Lorenz, Schneider, Hessenstrasse 18, ✉ 15 [1115,1326,1363,1342]
directory-entry: Wiebke siehe auch Wiebcke, Wiepcke u. Wiepke [174,876,436,892]
side-label [24,110,114,1250]
column-3 [794,192,1108,1992]
directory-entry: — Friedr., Schneider, Frankenstr. 48, ✉ 15 [174,363,404,379]
directory-entry: — Frau Therese, Roonstr. 22, ✉ 30 [487,1311,678,1327]
directory-entry: ⊙ Juls. Wieck, IR, Revisions-Buchhalter, Lübeckerstr. 4, ✉ 24, Inh: K. H. J. Wieck [801,425,1099,456]
directory-entry: — W., Maler, Humboldtstr. 23, ✉ 21 [174,565,372,581]
directory-entry: — H., Schlachtermstr., ☎ II, 3843, Desenissstr. 15, ✉ 22 [1115,502,1412,534]
header-right: Wiederkehr [1276,143,1412,171]
directory-entry: — Wwe., Henr., Brüderstr. 2, ✉ 3 [174,922,357,938]
directory-entry: — Theod., Schlossermstr., Sonninstr. 78, ✉ 1 [487,1295,732,1311]
directory-entry: — Gust., Klempner, Hammerbrookstr. 60, H. 1, ✉ 15 [174,907,462,923]
